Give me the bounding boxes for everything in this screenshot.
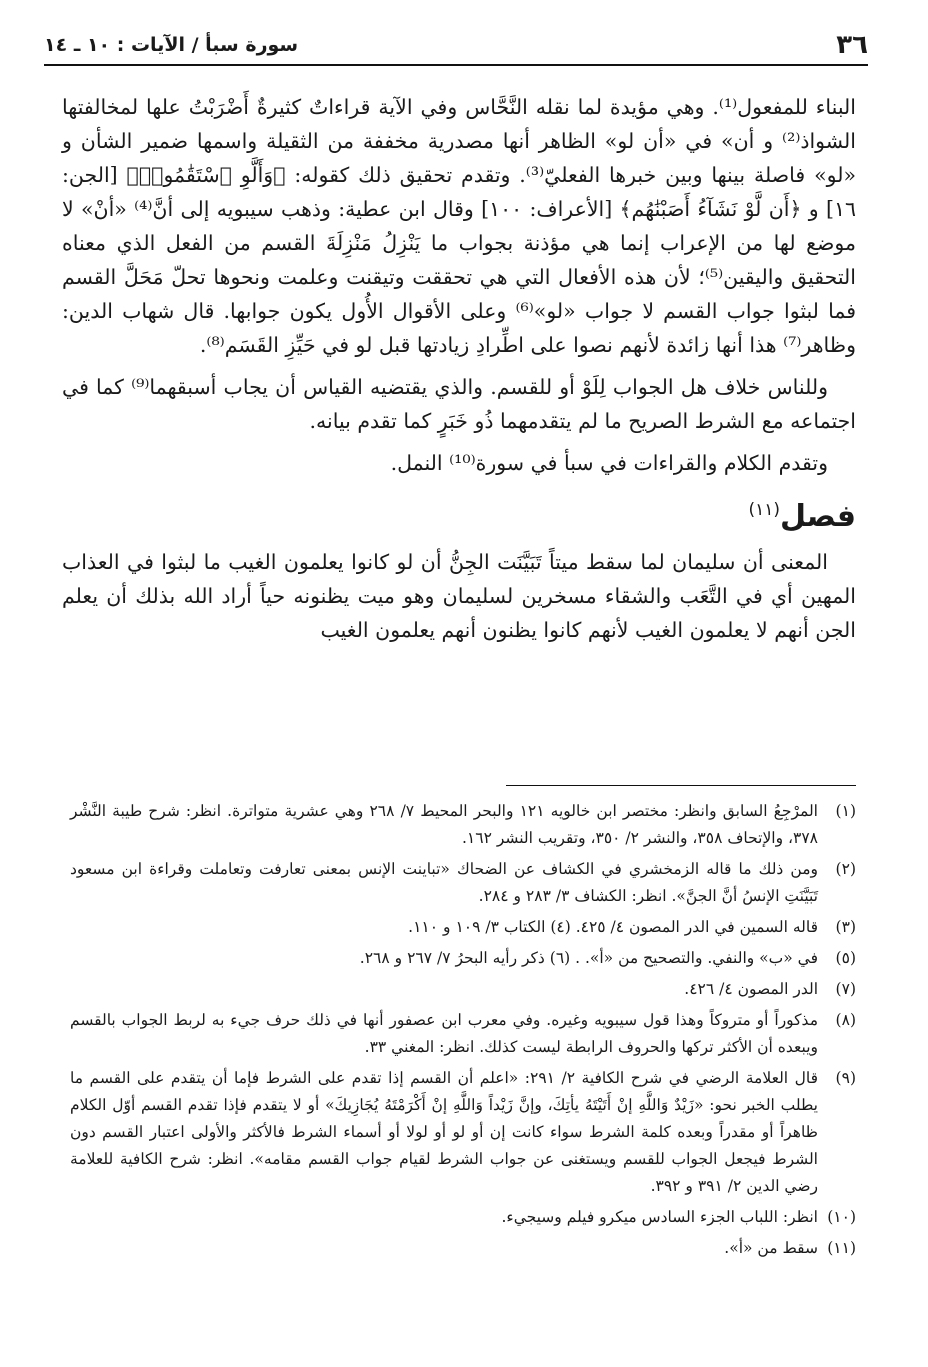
footnote-number: (٩) [835,1069,856,1087]
section-heading [62,488,856,539]
footnote [70,914,856,941]
footnote [70,1235,856,1262]
footnote-number: (١٠) [827,1208,856,1226]
footnote-text: قاله السمين في الدر المصون ٤/ ٤٢٥. (٤) الكتاب ٣/ ١٠٩ و ١١٠. [408,918,818,936]
footnote [70,856,856,910]
page-number: ٣٦ [836,30,868,60]
footnote-number: (١) [835,802,856,820]
footnote-text: قال العلامة الرضي في شرح الكافية ٢/ ٢٩١: «اعلم أن القسم إذا تقدم على الشرط فإما أن يتقدم على القسم ما يطلب الخبر نحو: «زَيْدٌ وَاللَّهِ إنْ أَتَيْتَهُ يأتِكَ، وإنَّ زَيْداً وَاللَّهِ إنْ أَكْرَمْتَهُ يُجَازِيكَ» أو لا يتقدم فإذا تقدم القسم أوّل الكلام ظاهراً أو مقدراً وبعده كلمة الشرط سواء كانت إن أو لو أو لولا أو أسماء الشرط فالأكثر والأولى اعتبار القسم دون الشرط فيجعل الجواب للقسم ويستغنى عن جواب الشرط لقيام جواب القسم مقامه». انظر: شرح الكافية للعلامة رضي الدين ٢/ ٣٩١ و ٣٩٢. [70,1069,818,1195]
footnote-text: سقط من «أ». [724,1239,818,1257]
footnotes [70,798,856,1266]
footnote [70,1065,856,1200]
footnote-text: المرْجِعُ السابق وانظر: مختصر ابن خالويه ١٢١ والبحر المحيط ٧/ ٢٦٨ وهي عشرية متواترة. انظر: شرح طيبة النَّشْر ٣٧٨، والإتحاف ٣٥٨، والنشر ٢/ ٣٥٠، وتقريب النشر ١٦٢. [70,802,818,847]
footnote [70,945,856,972]
section-heading-text: فصل [780,499,856,534]
footnote-divider [506,785,856,786]
footnote-text: ومن ذلك ما قاله الزمخشري في الكشاف عن الضحاك «تباينت الإنس بمعنى تعارفت وتعاملت وقراءة ابن مسعود تَبَيَّنَتِ الإنسُ أنَّ الجنَّ». انظر: الكشاف ٣/ ٢٨٣ و ٢٨٤. [70,860,818,905]
running-header [44,28,868,66]
footnote-text: مذكوراً أو متروكاً وهذا قول سيبويه وغيره. وفي معرب ابن عصفور أنها في ذلك حرف جيء به لربط الجواب بالقسم ويبعده أن الأكثر تركها والحروف الرابطة ليست كذلك. انظر: المغني ٣٣. [70,1011,818,1056]
footnote [70,798,856,852]
footnote-text: الدر المصون ٤/ ٤٢٦. [684,980,818,998]
footnote-number: (٣) [835,918,856,936]
main-text [62,90,856,655]
footnote-number: (٨) [835,1011,856,1029]
footnote [70,1007,856,1061]
body-paragraph: وتقدم الكلام والقراءات في سبأ في سورة⁽¹⁰⁾ النمل. [390,451,828,475]
footnote-number: (١١) [827,1239,856,1257]
running-title: سورة سبأ / الآيات : ١٠ ـ ١٤ [44,34,299,56]
footnote-number: (٥) [835,949,856,967]
footnote [70,976,856,1003]
footnote [70,1204,856,1231]
footnote-text: انظر: اللباب الجزء السادس ميكرو فيلم وسيجيء. [501,1208,818,1226]
footnote-number: (٧) [835,980,856,998]
footnote-number: (٢) [835,860,856,878]
footnote-text: في «ب» والنفي. والتصحيح من «أ». . (٦) ذكر رأيه البحرُ ٧/ ٢٦٧ و ٢٦٨. [359,949,818,967]
body-paragraph: وللناس خلاف هل الجواب لِلَوْ أو للقسم. والذي يقتضيه القياس أن يجاب أسبقهما⁽⁹⁾ كما في اجتماعه مع الشرط الصريح ما لم يتقدمهما ذُو خَبَرٍ كما تقدم بيانه. [62,375,856,433]
body-paragraph: البناء للمفعول⁽¹⁾. وهي مؤيدة لما نقله النَّحَّاس وفي الآية قراءاتٌ كثيرةٌ أَضْرَبْتُ علها لمخالفتها الشواذ⁽²⁾ و أن» في «أن لو» الظاهر أنها مصدرية مخففة من الثقيلة واسمها ضمير الشأن و «لو» فاصلة بينها وبين خبرها الفعليّ⁽³⁾. وتقدم تحقيق ذلك كقوله: ﴿وَأَلَّوِ ٱسْتَقَٰمُوا۟﴾ [الجن: ١٦] و ﴿أَن لَّوْ نَشَآءُ أَصَبْنَٰهُم﴾ [الأعراف: ١٠٠] وقال ابن عطية: وذهب سيبويه إلى أنَّ⁽⁴⁾ «أنْ» لا موضع لها من الإعراب إنما هي مؤذنة بجواب ما يَنْزِلُ مَنْزِلَةَ القسم من الفعل الذي معناه التحقيق واليقين⁽⁵⁾؛ لأن هذه الأفعال التي هي تحققت وتيقنت وعلمت ونحوها تحلّ مَحَلَّ القسم فما لبثوا جواب القسم لا جواب «لو»⁽⁶⁾ وعلى الأقوال الأُول يكون جوابها. قال شهاب الدين: وظاهر⁽⁷⁾ هذا أنها زائدة لأنهم نصوا على اطِّرادِ زيادتها قبل لو في حَيِّزِ القَسَم⁽⁸⁾. [62,95,857,357]
section-heading-note: (١١) [748,500,781,520]
section-paragraph: المعنى أن سليمان لما سقط ميتاً تَبَيَّنَت الجِنُّ أن لو كانوا يعلمون الغيب ما لبثوا في العذاب المهين أي في التَّعَب والشقاء مسخرين لسليمان وهو ميت يظنونه حياً أراد الله بذلك أن يعلم الجن أنهم لا يعلمون الغيب لأنهم كانوا يظنون أنهم يعلمون الغيب [62,550,856,642]
